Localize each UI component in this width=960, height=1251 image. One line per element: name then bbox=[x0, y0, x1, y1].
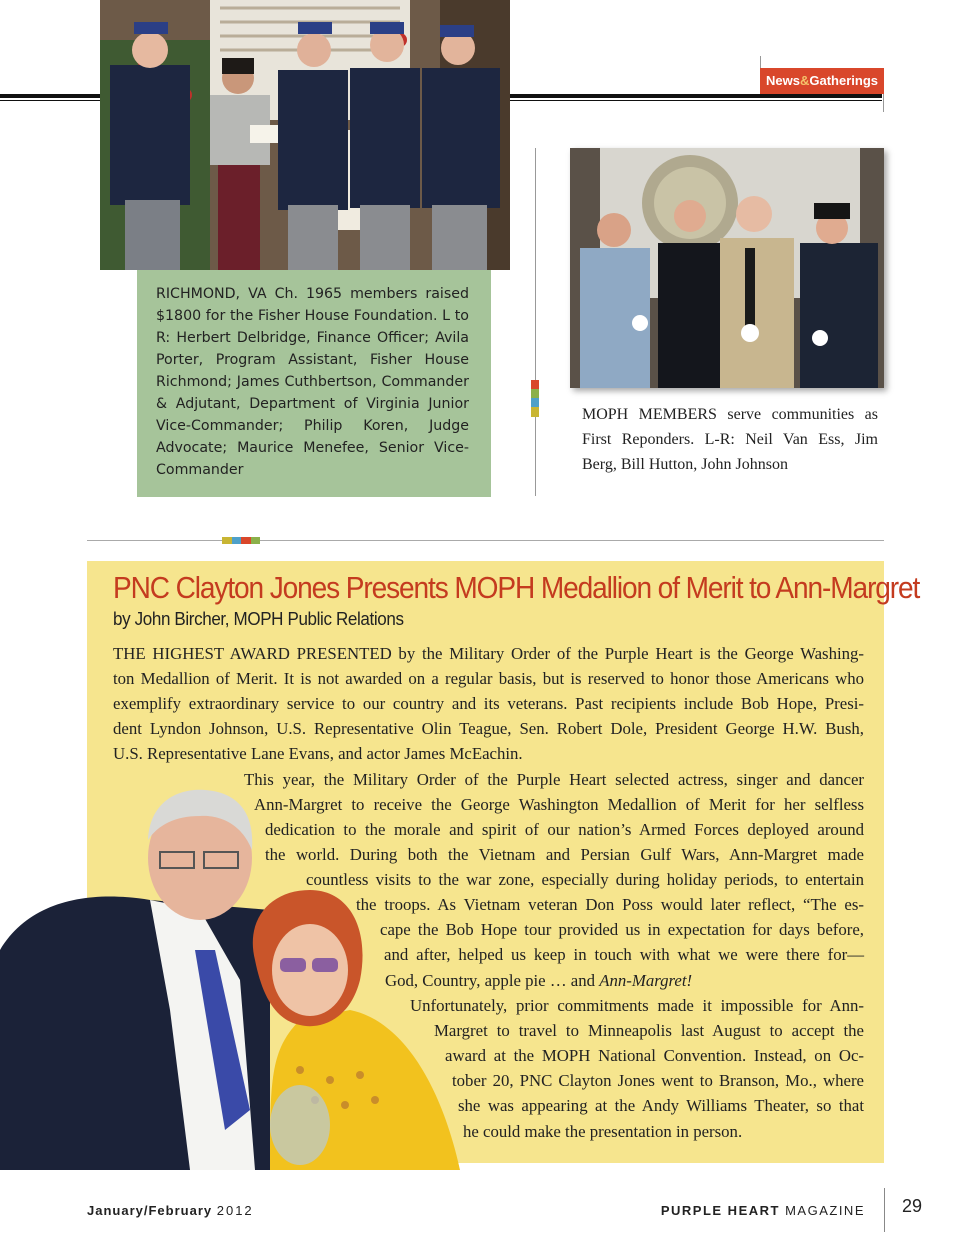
body-line-text: God, Country, apple pie … and bbox=[385, 971, 600, 990]
body-line: Unfortunately, prior commitments made it impossible for Ann- bbox=[410, 996, 864, 1015]
body-line: he could make the presentation in person. bbox=[463, 1122, 743, 1141]
body-line: tober 20, PNC Clayton Jones went to Branson, Mo., where bbox=[452, 1071, 864, 1090]
body-line: and after, helped us keep in touch with what we were there for— bbox=[384, 945, 864, 964]
color-bar-vertical bbox=[531, 380, 539, 417]
body-line: dedication to the morale and spirit of our nation’s Armed Forces deployed around bbox=[265, 820, 864, 839]
body-line: exemplify extraordinary service to our country and its veterans. Past recipients include Bob Hope, Presi- bbox=[113, 694, 864, 713]
issue-date bbox=[87, 1203, 254, 1218]
color-bar-horizontal bbox=[222, 537, 260, 544]
body-line: U.S. Representative Lane Evans, and actor James McEachin. bbox=[113, 744, 523, 763]
richmond-caption: RICHMOND, VA Ch. 1965 members raised $1800 for the Fisher House Foundation. L to R: Herbert Delbridge, Finance Officer; Avila Porter, Program Assistant, Fisher House Richmond; James Cuthbertson, Commander & Adjutant, Department of Virginia Junior Vice-Commander; Philip Koren, Judge Advocate; Maurice Menefee, Senior Vice-Commander bbox=[137, 270, 491, 497]
top-rule-right bbox=[510, 94, 882, 98]
feature-byline: by John Bircher, MOPH Public Relations bbox=[113, 608, 404, 629]
tag-tick-right bbox=[883, 94, 884, 112]
section-tag bbox=[760, 68, 884, 94]
top-rule-right-thin bbox=[510, 100, 882, 101]
body-line: dent Lyndon Johnson, U.S. Representative Olin Teague, Sen. Robert Dole, President George H.W. Bush, bbox=[113, 719, 864, 738]
section-tag-gatherings: Gatherings bbox=[809, 73, 878, 88]
body-line: she was appearing at the Andy Williams Theater, so that bbox=[458, 1096, 864, 1115]
issue-months: January/February bbox=[87, 1203, 213, 1218]
body-line: the world. During both the Vietnam and Persian Gulf Wars, Ann-Margret made bbox=[265, 845, 864, 864]
footer-divider bbox=[884, 1188, 885, 1232]
body-line: award at the MOPH National Convention. Instead, on Oc- bbox=[445, 1046, 864, 1065]
body-line: THE HIGHEST AWARD PRESENTED by the Military Order of the Purple Heart is the George Washing- bbox=[113, 644, 864, 663]
body-line: countless visits to the war zone, especially during holiday periods, to entertain bbox=[306, 870, 864, 889]
body-line: Margret to travel to Minneapolis last August to accept the bbox=[434, 1021, 864, 1040]
responders-caption: MOPH MEMBERS serve communities as First Reponders. L-R: Neil Van Ess, Jim Berg, Bill Hutton, John Johnson bbox=[582, 406, 878, 473]
magazine-name bbox=[661, 1203, 865, 1218]
body-line: ton Medallion of Merit. It is not awarded on a regular basis, but is reserved to honor those Americans who bbox=[113, 669, 864, 688]
body-line: the troops. As Vietnam veteran Don Poss would later reflect, “The es- bbox=[356, 895, 864, 914]
responders-photo bbox=[570, 148, 884, 388]
issue-year: 2012 bbox=[216, 1203, 254, 1218]
body-line: Ann-Margret to receive the George Washington Medallion of Merit for her selfless bbox=[254, 795, 864, 814]
column-divider bbox=[535, 148, 536, 496]
body-line: cape the Bob Hope tour provided us in expectation for days before, bbox=[380, 920, 864, 939]
top-rule-left bbox=[0, 94, 100, 98]
magazine-name-rest: MAGAZINE bbox=[785, 1203, 865, 1218]
italic-name: Ann-Margret! bbox=[599, 971, 693, 990]
body-line: This year, the Military Order of the Purple Heart selected actress, singer and dancer bbox=[244, 770, 864, 789]
section-tag-news: News bbox=[766, 73, 800, 88]
feature-headline: PNC Clayton Jones Presents MOPH Medallion of Merit to Ann-Margret bbox=[113, 571, 920, 605]
section-tag-amp: & bbox=[799, 73, 810, 88]
top-rule-left-thin bbox=[0, 100, 100, 101]
richmond-photo bbox=[100, 0, 510, 270]
ann-margret-photo bbox=[0, 780, 470, 1170]
section-divider bbox=[87, 540, 884, 541]
page-number: 29 bbox=[902, 1196, 923, 1216]
magazine-name-bold: PURPLE HEART bbox=[660, 1203, 780, 1218]
